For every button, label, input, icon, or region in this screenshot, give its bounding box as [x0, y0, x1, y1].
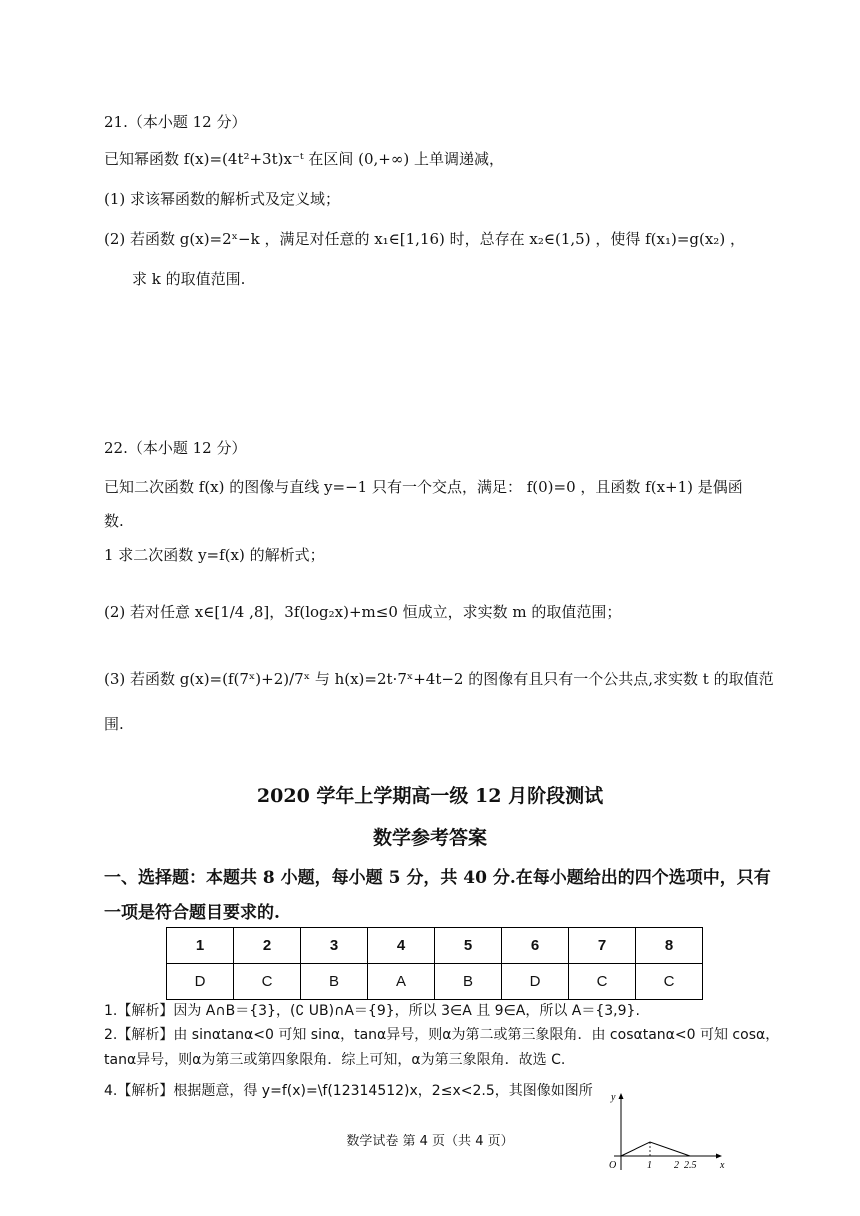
question-number-cell: 8: [636, 928, 703, 964]
y-axis-label: y: [611, 1092, 616, 1103]
origin-label: O: [609, 1160, 617, 1171]
q21-part2: (2) 若函数 g(x)=2ˣ−k ，满足对任意的 x₁∈[1,16) 时，总存在 x₂∈(1,5) ，使得 f(x₁)=g(x₂) ，: [104, 230, 745, 248]
answers-title: 2020 学年上学期高一级 12 月阶段测试: [256, 785, 604, 807]
answers-subtitle: 数学参考答案: [372, 827, 487, 849]
question-number-cell: 1: [167, 928, 234, 964]
answer-table-header-row: [167, 928, 703, 964]
q22-part1: 1 求二次函数 y=f(x) 的解析式；: [104, 546, 325, 564]
solution-2: 2.【解析】由 sinαtanα<0 可知 sinα，tanα异号，则α为第二或第三象限角．由 cosαtanα<0 可知 cosα，: [104, 1027, 780, 1043]
q22-stem-cont: 数.: [104, 512, 124, 530]
question-number-cell: 6: [502, 928, 569, 964]
tick-label-2: 2: [674, 1160, 679, 1171]
q22-part2: (2) 若对任意 x∈[1/4 ,8]，3f(log₂x)+m≤0 恒成立，求实数 m 的取值范围；: [104, 603, 622, 621]
answer-choice-cell: C: [234, 964, 301, 1000]
tick-label-1: 1: [647, 1160, 652, 1171]
q21-part2-cont: 求 k 的取值范围.: [132, 270, 246, 288]
tick-label-2-5: 2.5: [684, 1160, 697, 1171]
solution-4: 4.【解析】根据题意，得 y=f(x)=\f(12314512)x，2≤x<2.5，其图像如图所: [104, 1083, 593, 1099]
q22-stem: 已知二次函数 f(x) 的图像与直线 y=−1 只有一个交点，满足： f(0)=0 ，且函数 f(x+1) 是偶函: [104, 478, 743, 496]
answer-choice-cell: A: [368, 964, 435, 1000]
q22-heading: 22.（本小题 12 分）: [104, 439, 247, 457]
answer-choice-cell: C: [569, 964, 636, 1000]
answer-choice-cell: B: [301, 964, 368, 1000]
section-heading-line1: 一、选择题：本题共 8 小题，每小题 5 分，共 40 分.在每小题给出的四个选项中，只有: [104, 868, 771, 888]
question-number-cell: 4: [368, 928, 435, 964]
answer-table: [166, 927, 703, 1000]
section-heading-line2: 一项是符合题目要求的.: [104, 903, 280, 923]
x-axis-label: x: [720, 1160, 725, 1171]
question-number-cell: 2: [234, 928, 301, 964]
q21-part1: (1) 求该幂函数的解析式及定义域；: [104, 190, 341, 208]
q22-part3-cont: 围.: [104, 715, 124, 733]
solution-2-cont: tanα异号，则α为第三或第四象限角．综上可知，α为第三象限角．故选 C.: [104, 1052, 566, 1068]
answer-choice-cell: D: [167, 964, 234, 1000]
answer-table-choice-row: [167, 964, 703, 1000]
answer-choice-cell: C: [636, 964, 703, 1000]
answer-choice-cell: B: [435, 964, 502, 1000]
answer-choice-cell: D: [502, 964, 569, 1000]
question-number-cell: 5: [435, 928, 502, 964]
page-footer: 数学试卷 第 4 页（共 4 页）: [346, 1134, 514, 1149]
q22-part3: (3) 若函数 g(x)=(f(7ˣ)+2)/7ˣ 与 h(x)=2t·7ˣ+4t−2 的图像有且只有一个公共点,求实数 t 的取值范: [104, 670, 774, 688]
solution-1: 1.【解析】因为 A∩B＝{3}，(∁ UB)∩A＝{9}，所以 3∈A 且 9∈A，所以 A＝{3,9}.: [104, 1003, 640, 1019]
y-axis-arrow: [619, 1093, 624, 1099]
x-axis-arrow: [716, 1154, 722, 1159]
q21-stem: 已知幂函数 f(x)=(4t²+3t)x⁻ᵗ 在区间 (0,+∞) 上单调递减，: [104, 150, 504, 168]
question-number-cell: 3: [301, 928, 368, 964]
q21-heading: 21.（本小题 12 分）: [104, 113, 247, 131]
question-number-cell: 7: [569, 928, 636, 964]
